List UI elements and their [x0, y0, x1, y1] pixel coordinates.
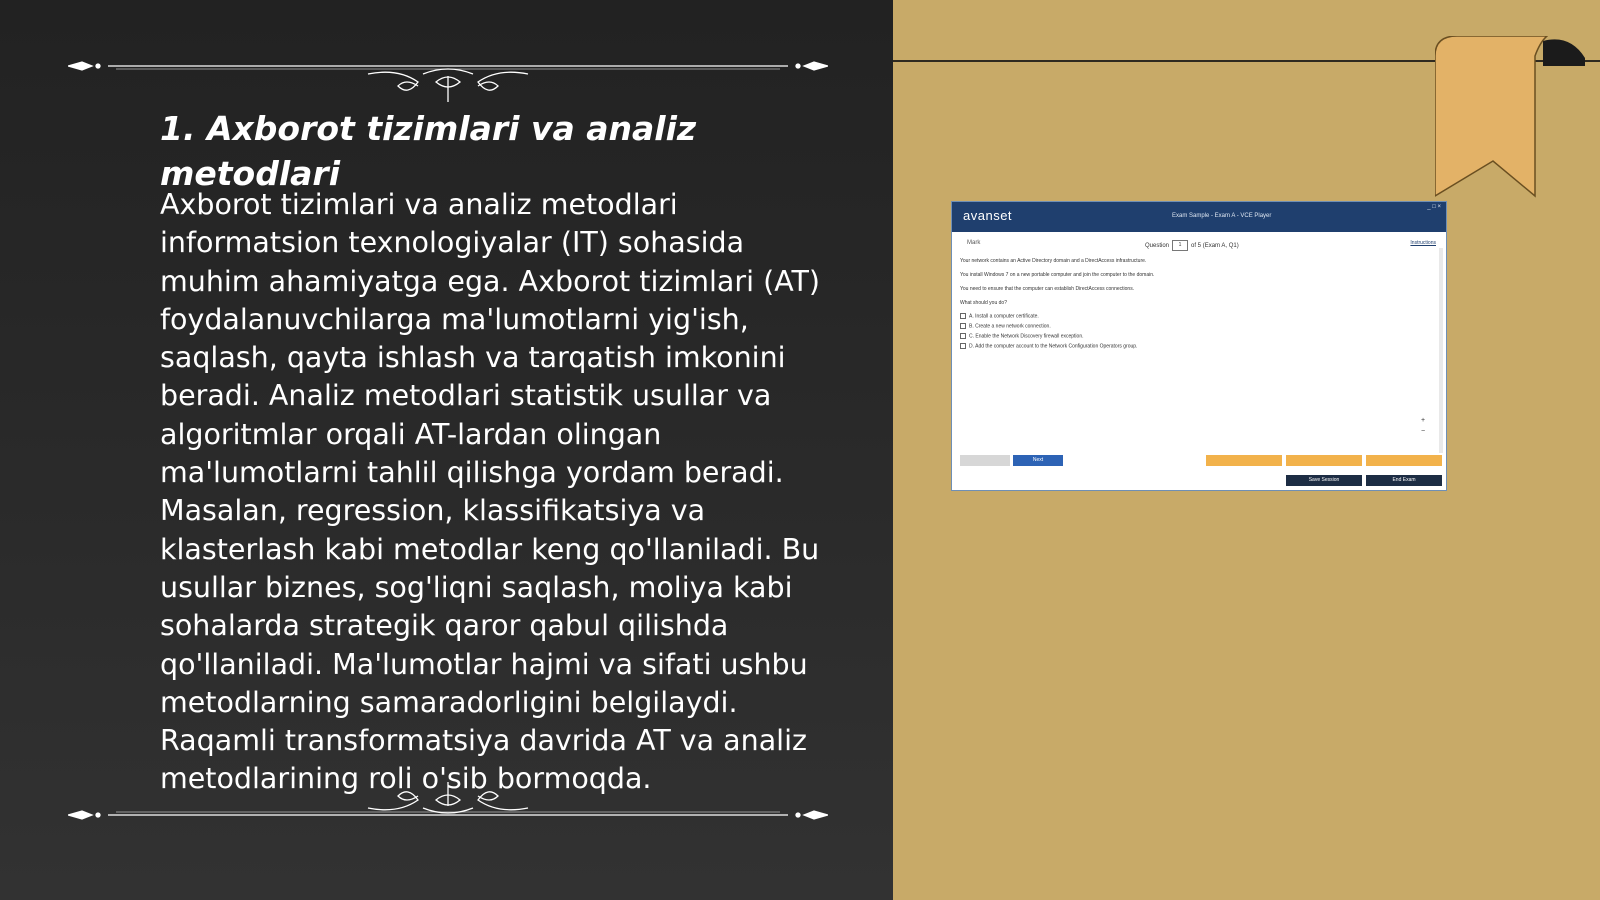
question-number-box: 1 [1172, 240, 1188, 251]
checkbox-icon [960, 313, 966, 319]
question-indicator [1145, 240, 1239, 251]
exam-software-screenshot [951, 201, 1447, 491]
zoom-in-icon: + [1421, 417, 1426, 424]
end-exam-button: End Exam [1366, 475, 1442, 486]
question-line: Your network contains an Active Directory domain and a DirectAccess infrastructure. [960, 258, 1147, 264]
answer-option: B. Create a new network connection. [960, 323, 1051, 329]
previous-button [960, 455, 1010, 466]
answer-option: C. Enable the Network Discovery firewall exception. [960, 333, 1084, 339]
question-label: Question [1145, 242, 1170, 249]
checkbox-icon [960, 323, 966, 329]
instructions-link: Instructions [1410, 240, 1436, 246]
slide-body-text: Axborot tizimlari va analiz metodlari informatsion texnologiyalar (IT) sohasida muhim ahamiyatga ega. Axborot tizimlari (AT) foydalanuvchilarga ma'lumotlarni yig'ish, saqlash, qayta ishlash va tarqatish imkonini beradi. Analiz metodlari statistik usullar va algoritmlar orqali AT-lardan olingan ma'lumotlarni tahlil qilishga yordam beradi. Masalan, regression, klassifikatsiya va klasterlash kabi metodlar keng qo'llaniladi. Bu usullar biznes, sog'liqni saqlash, moliya kabi sohalarda strategik qaror qabul qilishda qo'llaniladi. Ma'lumotlar hajmi va sifati ushbu metodlarning samaradorligini belgilaydi. Raqamli transformatsiya davrida AT va analiz metodlarining roli o'sib bormoqda. [160, 188, 821, 796]
orange-button [1206, 455, 1282, 466]
slide-title: 1. Axborot tizimlari va analiz metodlari [160, 109, 697, 193]
orange-button [1286, 455, 1362, 466]
window-controls-icon: _ □ × [1427, 204, 1441, 210]
screenshot-scrollbar [1439, 248, 1443, 453]
bookmark-ribbon-icon [1435, 36, 1595, 206]
question-of-label: of 5 (Exam A, Q1) [1191, 242, 1239, 249]
avanset-logo: avanset [963, 208, 1013, 223]
save-session-button: Save Session [1286, 475, 1362, 486]
orange-button [1366, 455, 1442, 466]
next-button: Next [1013, 455, 1063, 466]
question-line: You need to ensure that the computer can establish DirectAccess connections. [960, 286, 1135, 292]
screenshot-title-bar [952, 202, 1446, 232]
answer-option: A. Install a computer certificate. [960, 313, 1039, 319]
zoom-out-icon: − [1421, 428, 1426, 435]
question-line: You install Windows 7 on a new portable computer and join the computer to the domain. [960, 272, 1155, 278]
bottom-ornament-divider-icon [68, 782, 828, 832]
checkbox-icon [960, 343, 966, 349]
question-line: What should you do? [960, 300, 1007, 306]
top-ornament-divider-icon [68, 52, 828, 102]
screenshot-window-title: Exam Sample - Exam A - VCE Player [1172, 213, 1272, 219]
mark-checkbox-label: Mark [967, 240, 981, 246]
answer-option: D. Add the computer account to the Network Configuration Operators group. [960, 343, 1137, 349]
checkbox-icon [960, 333, 966, 339]
